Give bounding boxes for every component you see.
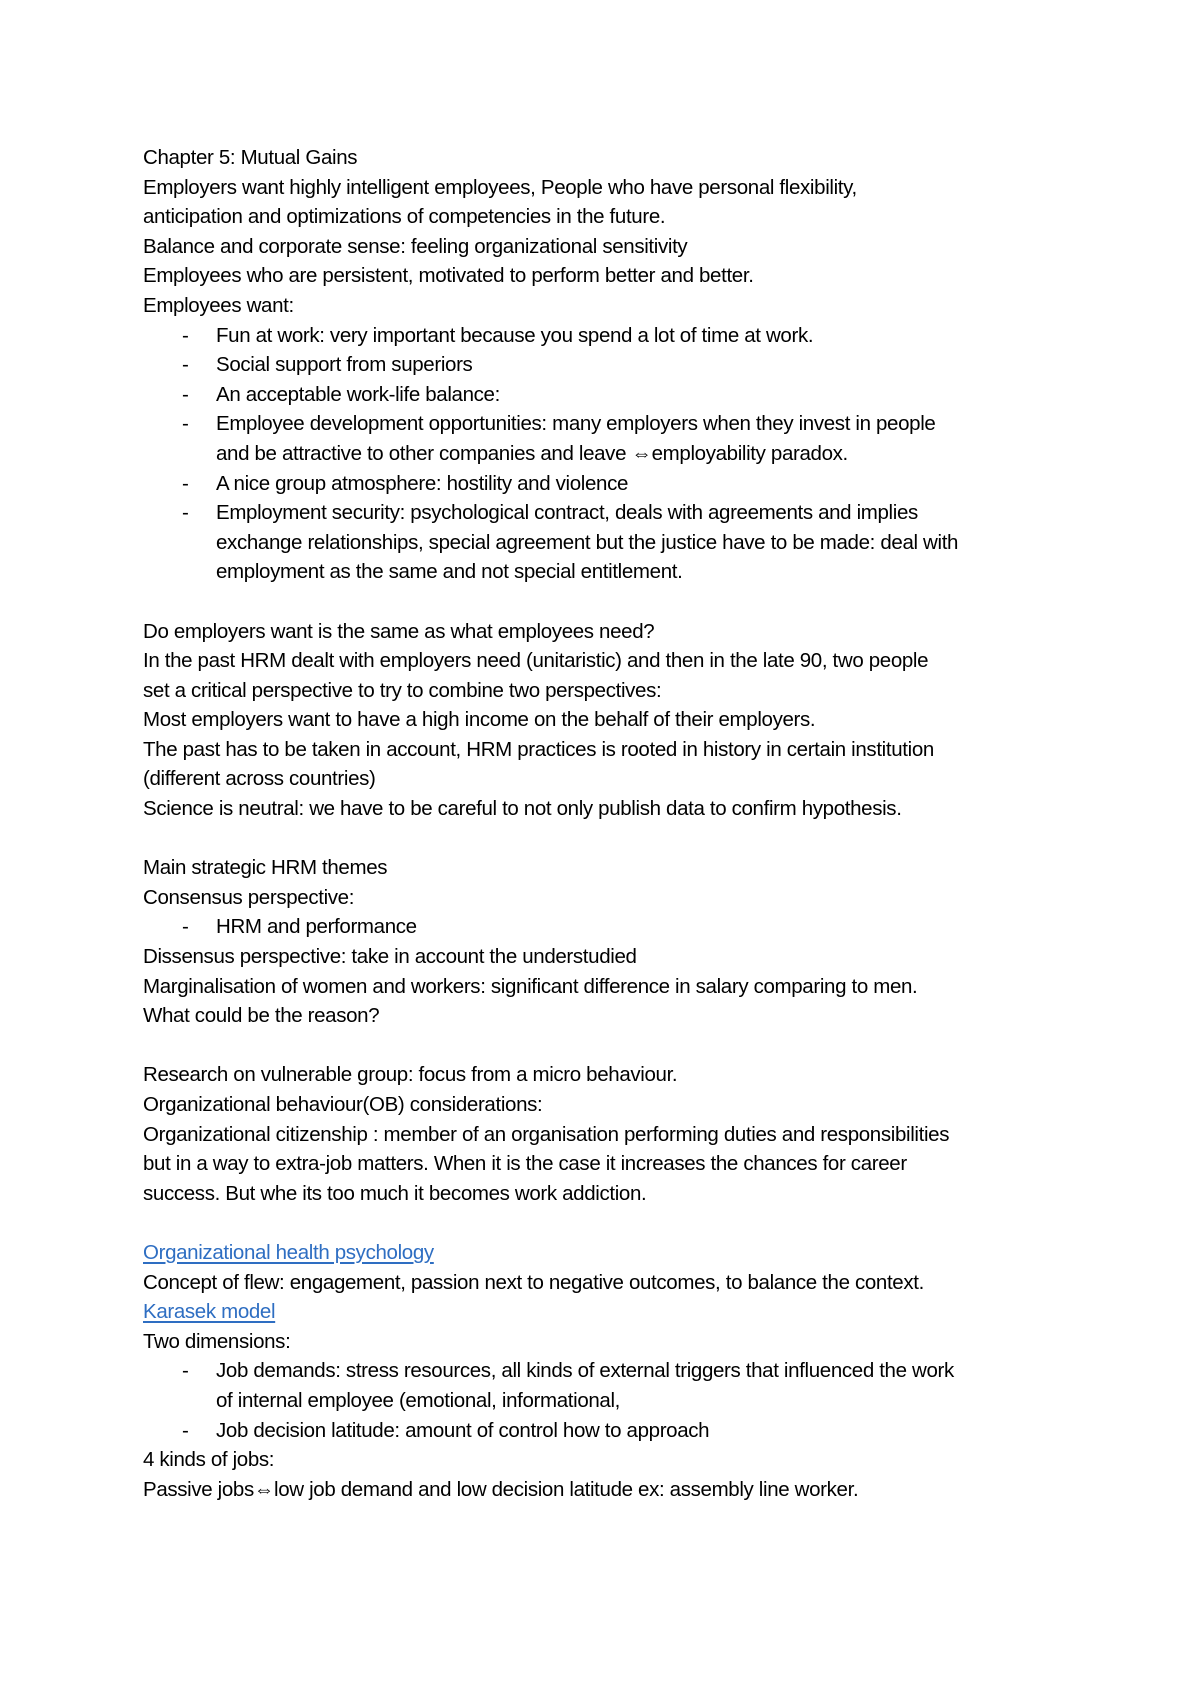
bullet-item: - Employee development opportunities: many employers when they invest in people: [143, 409, 1073, 439]
paragraph-line: Consensus perspective:: [143, 885, 355, 909]
bullet-item: - A nice group atmosphere: hostility and violence: [143, 469, 1073, 499]
bullet-dash: -: [182, 471, 189, 495]
bullet-dash: -: [182, 1359, 189, 1383]
list-heading: Employees want:: [143, 293, 294, 317]
paragraph-line: set a critical perspective to try to combine two perspectives:: [143, 678, 662, 702]
paragraph-line: anticipation and optimizations of competencies in the future.: [143, 205, 666, 229]
bullet-item: - HRM and performance: [143, 912, 1073, 942]
paragraph-line: Do employers want is the same as what employees need?: [143, 619, 655, 643]
bullet-item: - Employment security: psychological contract, deals with agreements and implies: [143, 498, 1073, 528]
paragraph-line: (different across countries): [143, 767, 376, 791]
paragraph-line: Most employers want to have a high income on the behalf of their employers.: [143, 708, 816, 732]
paragraph-line: but in a way to extra-job matters. When it is the case it increases the chances for career: [143, 1152, 907, 1176]
bullet-dash: -: [182, 501, 189, 525]
paragraph-line: success. But whe its too much it becomes work addiction.: [143, 1181, 647, 1205]
paragraph-line: Balance and corporate sense: feeling organizational sensitivity: [143, 234, 688, 258]
bullet-dash: -: [182, 382, 189, 406]
blank-line: [143, 1208, 1073, 1238]
paragraph-line: Concept of flew: engagement, passion next to negative outcomes, to balance the context.: [143, 1270, 924, 1294]
section-heading: Main strategic HRM themes: [143, 856, 388, 880]
blank-line: [143, 1031, 1073, 1061]
paragraph-line: Passive jobs⇔low job demand and low decision latitude ex: assembly line worker.: [143, 1477, 859, 1501]
bullet-continuation: exchange relationships, special agreement but the justice have to be made: deal with: [216, 530, 959, 554]
chapter-title: Chapter 5: Mutual Gains: [143, 146, 358, 169]
karasek-model-link[interactable]: Karasek model: [143, 1300, 276, 1324]
paragraph-line: The past has to be taken in account, HRM practices is rooted in history in certain institution: [143, 737, 934, 761]
bullet-dash: -: [182, 353, 189, 377]
paragraph-line: Organizational citizenship : member of an organisation performing duties and responsibilities: [143, 1122, 950, 1146]
blank-line: [143, 824, 1073, 854]
bullet-item: - Job demands: stress resources, all kinds of external triggers that influenced the work: [143, 1356, 1073, 1386]
paragraph-line: Employers want highly intelligent employees, People who have personal flexibility,: [143, 175, 857, 199]
bullet-dash: -: [182, 1418, 189, 1442]
bullet-dash: -: [182, 915, 189, 939]
organizational-health-psychology-link[interactable]: Organizational health psychology: [143, 1240, 434, 1264]
document-body: [143, 143, 1073, 1504]
bullet-continuation: of internal employee (emotional, informational,: [216, 1388, 621, 1412]
paragraph-line: 4 kinds of jobs:: [143, 1448, 275, 1472]
paragraph-line: In the past HRM dealt with employers need (unitaristic) and then in the late 90, two people: [143, 649, 929, 673]
bullet-item: - Social support from superiors: [143, 350, 1073, 380]
blank-line: [143, 587, 1073, 617]
bullet-item: - An acceptable work-life balance:: [143, 380, 1073, 410]
link-row: [143, 1238, 1073, 1268]
paragraph-line: Two dimensions:: [143, 1329, 291, 1353]
bullet-continuation: and be attractive to other companies and leave ⇔employability paradox.: [216, 441, 848, 465]
bullet-item: - Job decision latitude: amount of control how to approach: [143, 1416, 1073, 1446]
bullet-continuation: employment as the same and not special entitlement.: [216, 560, 683, 584]
paragraph-line: Research on vulnerable group: focus from a micro behaviour.: [143, 1063, 678, 1087]
paragraph-line: What could be the reason?: [143, 1004, 380, 1028]
bullet-item: - Fun at work: very important because you spend a lot of time at work.: [143, 321, 1073, 351]
bullet-dash: -: [182, 323, 189, 347]
paragraph-line: Employees who are persistent, motivated to perform better and better.: [143, 264, 754, 288]
paragraph-line: Science is neutral: we have to be careful to not only publish data to confirm hypothesis.: [143, 797, 902, 821]
paragraph-line: Organizational behaviour(OB) considerations:: [143, 1093, 543, 1116]
paragraph-line: Marginalisation of women and workers: significant difference in salary comparing to men.: [143, 974, 918, 998]
paragraph-line: Dissensus perspective: take in account the understudied: [143, 945, 637, 969]
link-row: [143, 1297, 1073, 1327]
bullet-dash: -: [182, 412, 189, 436]
